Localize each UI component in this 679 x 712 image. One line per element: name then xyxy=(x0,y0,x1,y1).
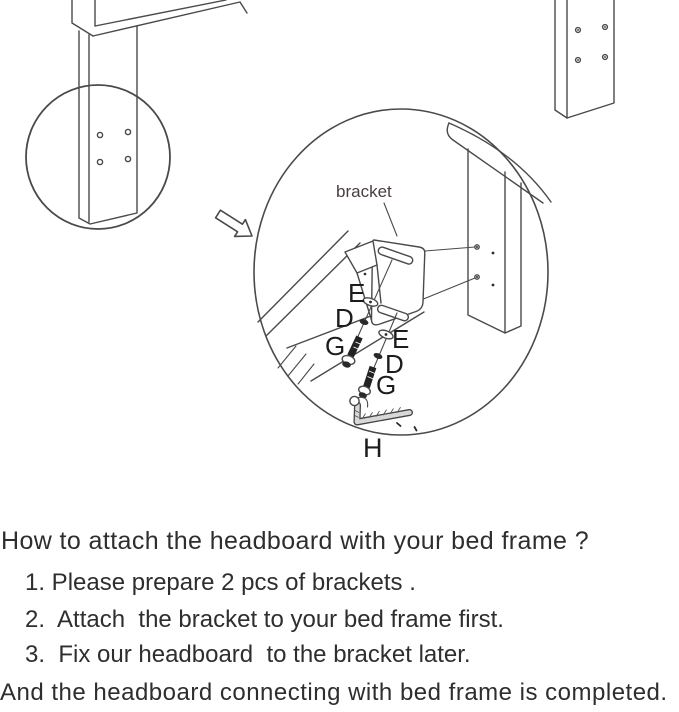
instruction-step-1: 1. Please prepare 2 pcs of brackets . xyxy=(25,569,416,596)
callout-g1: G xyxy=(325,331,346,361)
callout-d2: D xyxy=(385,349,404,379)
callout-e2: E xyxy=(392,324,410,354)
headboard-corner-drawing xyxy=(72,0,247,224)
bed-frame-post-drawing xyxy=(555,0,614,118)
instructions-footer: And the headboard connecting with bed frame is completed. xyxy=(0,679,668,706)
bed-rail-drawing xyxy=(447,123,551,203)
callout-e1: E xyxy=(348,278,366,308)
instruction-step-3: 3. Fix our headboard to the bracket later. xyxy=(25,641,471,668)
callout-h: H xyxy=(363,433,383,463)
bracket-label-text: bracket xyxy=(336,182,392,201)
callout-g2: G xyxy=(376,370,397,400)
arrow-icon xyxy=(216,210,252,236)
bracket-label xyxy=(336,182,397,236)
magnifier-circle-small xyxy=(26,85,170,229)
instructions-heading: How to attach the headboard with your bed frame ? xyxy=(1,527,589,555)
callout-d1: D xyxy=(335,303,354,333)
instruction-step-2: 2. Attach the bracket to your bed frame first. xyxy=(25,606,504,633)
